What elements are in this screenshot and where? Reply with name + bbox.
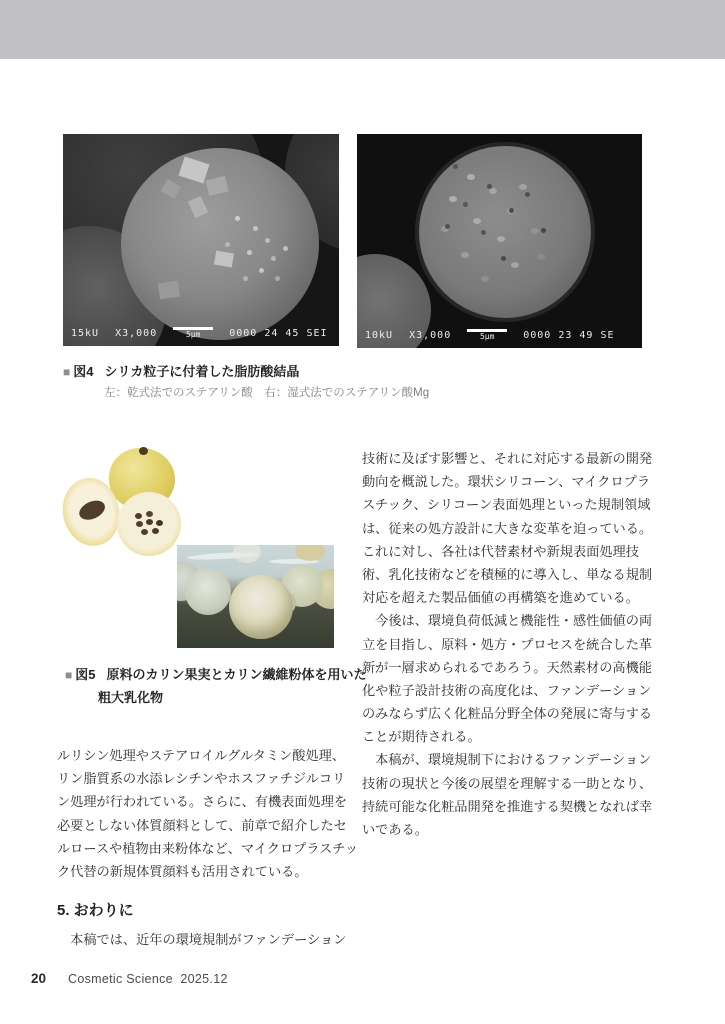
emulsion-droplet	[185, 569, 231, 615]
figure5-title-line2: 粗大乳化物	[98, 690, 164, 705]
left-text-column	[57, 744, 359, 883]
page-footer	[31, 971, 228, 986]
sem-scale-bar	[173, 327, 213, 339]
figure5-karin-fruit-photo	[63, 448, 187, 560]
body-text-line: 新が一層求められるであろう。天然素材の高機能	[362, 659, 652, 675]
body-text-line: 持続可能な化粧品開発を推進する契機となれば幸	[362, 798, 653, 814]
sem-fatty-acid-crystal	[158, 281, 180, 300]
figure5-label: 図5	[75, 667, 96, 682]
figure4-sem-right-image	[357, 134, 642, 348]
body-text-line: 技術に及ぼす影響と、それに対応する最新の開発	[362, 451, 653, 466]
fruit-calyx	[139, 447, 148, 455]
figure-marker-icon: ■	[65, 668, 73, 682]
figure4-label: 図4	[73, 364, 94, 379]
sem-fatty-acid-crystal	[214, 251, 234, 268]
sem-magnification: X3,000	[115, 328, 158, 339]
page-number: 20	[31, 971, 47, 986]
figure4-subcaption: 左：乾式法でのステアリン酸 右：湿式法でのステアリン酸Mg	[104, 387, 430, 399]
figure4-sem-left-image	[63, 134, 339, 346]
sem-crystal-specks	[235, 216, 240, 221]
body-text-line: 化や粒子設計技術の高度化は、ファンデーション	[362, 682, 652, 698]
body-text-line: ルロースや植物由来粉体など、マイクロプラスチッ	[57, 840, 359, 856]
figure5-title-line1: 原料のカリン果実とカリン繊維粉体を用いた	[106, 667, 367, 682]
body-text-line: いである。	[362, 822, 428, 837]
sem-magnification: X3,000	[409, 330, 452, 341]
figure4-title: シリカ粒子に付着した脂肪酸結晶	[104, 364, 300, 379]
body-text-line: 今後は、環境負荷低減と機能性・感性価値の両	[362, 613, 653, 629]
emulsion-droplet-large	[229, 575, 293, 639]
fruit-seeds	[146, 519, 153, 525]
viewer-background-band	[0, 0, 725, 59]
sem-voltage: 15kU	[71, 328, 100, 339]
sem-scale-bar	[467, 329, 507, 341]
body-text-line: 対応を超えた製品価値の再構築を進めている。	[362, 590, 639, 606]
body-text-line: ことが期待される。	[362, 729, 481, 745]
body-text-line: 術、乳化技術などを積極的に導入し、単なる規制	[362, 566, 653, 582]
body-text-line: スチック、シリコーン表面処理といった規制領域	[362, 497, 651, 513]
body-text-line: 動向を概説した。環状シリコーン、マイクロプラ	[362, 474, 651, 490]
body-text-line: のみならず広く化粧品分野全体の発展に寄与する	[362, 706, 653, 722]
body-text-line: 技術の現状と今後の展望を理解する一助となり、	[362, 775, 653, 791]
figure-marker-icon: ■	[63, 365, 71, 379]
body-text-line: 立を目指し、原料・処方・プロセスを統合した革	[362, 636, 653, 652]
scale-bar-value: 5μm	[185, 330, 201, 339]
body-text-line: ン処理が行われている。さらに、有機表面処理を	[57, 794, 348, 810]
section-heading-owarini: 5. おわりに	[57, 902, 134, 919]
emulsion-droplet	[233, 545, 261, 563]
body-text-line: 必要としない体質顔料として、前章で紹介したセ	[57, 817, 347, 833]
figure5-coarse-emulsion-photo	[177, 545, 334, 648]
body-text-line: 本稿では、近年の環境規制がファンデーション	[57, 932, 347, 947]
scale-bar-value: 5μm	[479, 332, 495, 341]
sem-surface-texture	[453, 164, 458, 169]
figure5-caption	[65, 664, 367, 683]
body-text-line: リン脂質系の水添レシチンやホスファチジルコリ	[57, 771, 346, 787]
sem-metadata-bar	[365, 329, 642, 341]
sem-frame-meta: 0000 23 49 SE	[523, 330, 615, 341]
body-text-line: は、従来の処方設計に大きな変革を迫っている。	[362, 520, 653, 536]
sem-metadata-bar	[71, 327, 339, 339]
figure4-caption	[63, 361, 299, 380]
sem-voltage: 10kU	[365, 330, 394, 341]
sem-surface-texture	[467, 174, 475, 180]
body-text-line: これに対し、各社は代替素材や新規表面処理技	[362, 543, 639, 559]
fruit-seed-cavity	[76, 497, 108, 524]
karin-fruit-half	[117, 492, 181, 556]
right-text-column	[362, 447, 658, 841]
body-text-line: 本稿が、環境規制下におけるファンデーション	[362, 752, 652, 768]
body-text-line: ルリシン処理やステアロイルグルタミン酸処理、	[57, 748, 345, 763]
emulsion-droplet	[295, 545, 325, 561]
body-text-line: ク代替の新規体質顔料も活用されている。	[57, 863, 308, 879]
sem-coated-particle	[419, 146, 591, 318]
sem-frame-meta: 0000 24 45 SEI	[229, 328, 328, 339]
journal-title: Cosmetic Science 2025.12	[68, 972, 228, 986]
